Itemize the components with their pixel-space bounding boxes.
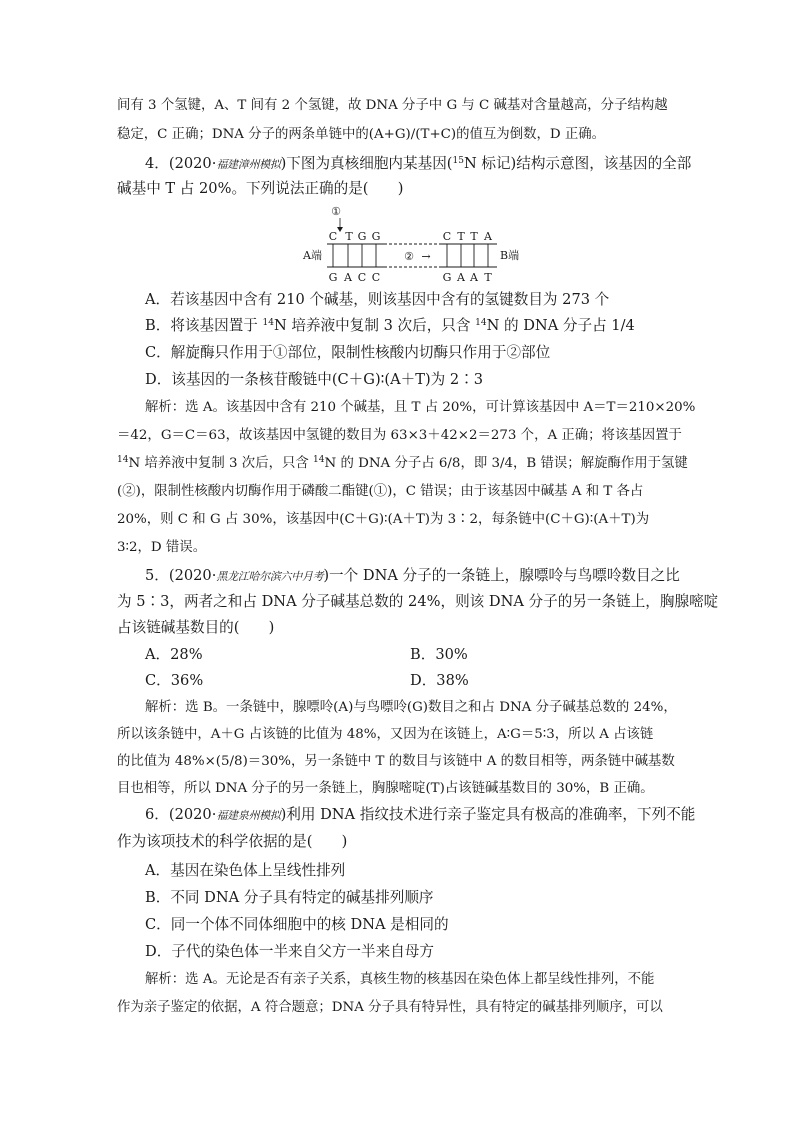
q6-option-b: B．不同 DNA 分子具有特定的碱基排列顺序 [145, 889, 434, 906]
bottom-right-base: T [484, 271, 492, 284]
q5-analysis-line-3: 的比值为 48%×(5/8)＝30%，另一条链中 T 的数目与该链中 A 的数目相等，两条链中碱基数 [117, 754, 675, 769]
dna-structure-diagram [300, 202, 530, 284]
q6-option-a: A．基因在染色体上呈线性排列 [145, 862, 346, 879]
q4-analysis-line-6: 3∶2，D 错误。 [117, 540, 207, 555]
q5-option-b: B．30% [410, 646, 468, 663]
intro-line-1: 间有 3 个氢键，A、T 间有 2 个氢键，故 DNA 分子中 G 与 C 碱基对含量越高，分子结构越 [117, 98, 668, 113]
top-right-base: T [470, 230, 478, 243]
top-right-base: C [442, 230, 452, 243]
q5-stem-line-1: 5．(2020·黑龙江哈尔滨六中月考)一个 DNA 分子的一条链上，腺嘌呤与鸟嘌呤数目之比 [145, 567, 680, 584]
top-left-base: T [345, 230, 353, 243]
intro-line-2: 稳定，C 正确；DNA 分子的两条单链中的(A+G)/(T+C)的值互为倒数，D 正确。 [117, 127, 606, 142]
bottom-left-base: C [357, 271, 367, 284]
q5-stem-line-3: 占该链碱基数目的( ) [117, 619, 275, 636]
q5-stem-line-2: 为 5∶3，两者之和占 DNA 分子碱基总数的 24%，则该 DNA 分子的另一条链上，胸腺嘧啶 [117, 593, 719, 610]
top-left-base: C [328, 230, 338, 243]
q4-analysis-line-5: 20%，则 C 和 G 占 30%，该基因中(C＋G)∶(A＋T)为 3∶2，每条链中(C＋G)∶(A＋T)为 [117, 512, 650, 527]
a-end-label: A端 [303, 249, 322, 262]
top-left-base: G [371, 230, 381, 243]
q4-option-d: D．该基因的一条核苷酸链中(C＋G)∶(A＋T)为 2∶3 [145, 371, 484, 388]
bottom-right-base: A [457, 271, 465, 284]
q6-option-c: C．同一个体不同体细胞中的核 DNA 是相同的 [145, 916, 449, 933]
bottom-right-base: A [470, 271, 478, 284]
q6-analysis-line-2: 作为亲子鉴定的依据，A 符合题意；DNA 分子具有特异性，具有特定的碱基排列顺序，可以 [117, 1000, 663, 1015]
q5-analysis-line-4: 目也相等，所以 DNA 分子的另一条链上，胸腺嘧啶(T)占该链碱基数目的 30%，B 正确。 [117, 781, 654, 796]
q4-number: 4．(2020· [145, 155, 217, 172]
q4-analysis-line-4: (②)，限制性核酸内切酶作用于磷酸二酯键(①)，C 错误；由于该基因中碱基 A 和 T 各占 [117, 484, 644, 499]
bottom-right-base: G [442, 271, 452, 284]
site-2-marker: ② [404, 250, 414, 263]
b-end-label: B端 [500, 249, 520, 262]
site-2-arrow: → [421, 250, 431, 263]
q6-option-d: D．子代的染色体一半来自父方一半来自母方 [145, 943, 434, 960]
top-right-base: A [484, 230, 492, 243]
bottom-left-base: A [344, 271, 352, 284]
q4-stem-line-1: 4．(2020·福建漳州模拟)下图为真核细胞内某基因($^{15}$N 标记)结构示意图，该基因的全部 [145, 155, 692, 172]
q5-number: 5．(2020· [145, 567, 217, 584]
q5-source: 黑龙江哈尔滨六中月考 [216, 570, 324, 583]
q4-stem-line-2: 碱基中 T 占 20%。下列说法正确的是( ) [117, 180, 404, 197]
site-1-marker: ① [331, 205, 341, 218]
q6-source: 福建泉州模拟 [216, 809, 281, 822]
q4-analysis-line-1: 解析：选 A。该基因中含有 210 个碱基，且 T 占 20%，可计算该基因中 A＝T＝210×20% [145, 400, 696, 415]
q5-option-d: D．38% [410, 672, 469, 689]
q5-option-a: A．28% [145, 646, 203, 663]
q5-option-c: C．36% [145, 672, 204, 689]
q6-stem-line-1: 6．(2020·福建泉州模拟)利用 DNA 指纹技术进行亲子鉴定具有极高的准确率，下列不能 [145, 806, 696, 823]
q5-analysis-line-2: 所以该条链中，A＋G 占该链的比值为 48%，又因为在该链上，A∶G＝5∶3，所以 A 占该链 [117, 727, 654, 742]
q6-analysis-line-1: 解析：选 A。无论是否有亲子关系，真核生物的核基因在染色体上都呈线性排列，不能 [145, 972, 655, 987]
bottom-left-base: C [371, 271, 381, 284]
q4-option-c: C．解旋酶只作用于①部位，限制性核酸内切酶只作用于②部位 [145, 344, 551, 361]
q4-source: 福建漳州模拟 [216, 158, 281, 171]
q6-number: 6．(2020· [145, 806, 217, 823]
top-right-base: T [457, 230, 465, 243]
q6-stem-line-2: 作为该项技术的科学依据的是( ) [117, 833, 348, 850]
top-left-base: G [357, 230, 367, 243]
q4-analysis-line-3: $^{14}$N 培养液中复制 3 次后，只含 $^{14}$N 的 DNA 分子占 6/8，即 3/4，B 错误；解旋酶作用于氢键 [117, 455, 688, 471]
q4-option-a: A．若该基因中含有 210 个碱基，则该基因中含有的氢键数目为 273 个 [145, 291, 610, 308]
q5-analysis-line-1: 解析：选 B。一条链中，腺嘌呤(A)与鸟嘌呤(G)数目之和占 DNA 分子碱基总数的 24%， [145, 700, 677, 715]
q4-option-b: B．将该基因置于 $^{14}$N 培养液中复制 3 次后，只含 $^{14}$N 的 DNA 分子占 1/4 [145, 317, 635, 334]
bottom-left-base: G [328, 271, 338, 284]
q4-analysis-line-2: ＝42，G＝C＝63，故该基因中氢键的数目为 63×3＋42×2＝273 个，A 正确；将该基因置于 [117, 428, 682, 443]
